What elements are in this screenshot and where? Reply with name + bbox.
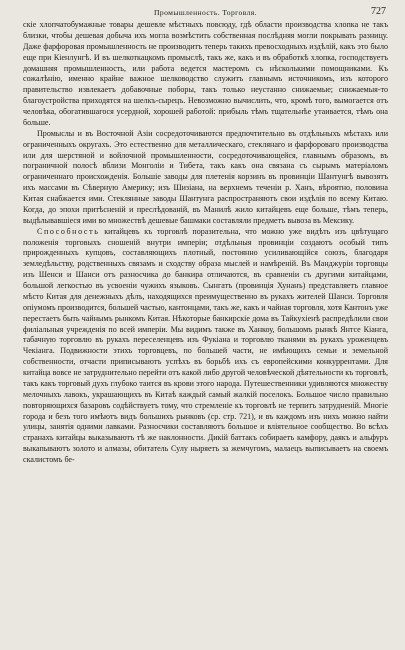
page-number: 727 [371, 6, 386, 17]
paragraph: Промыслы и въ Восточной Азіи сосредоточиваются предпочтительно въ отдѣльныхъ мѣстахъ или ограниченныхъ округахъ. Это естественно для металлическаго, стеклянаго и фарфороваго производства или для шерстяной и войлочной промышленности, сосредоточивающейся, главнымъ образомъ, въ пограничной полосѣ вблизи Монголіи и Тибета, такъ какъ она связана съ сырымъ матеріаломъ ограниченнаго происхожденія. Большіе заводы для плетенія корзинъ въ провинціи Шантунгѣ вывозятъ ихъ массами въ Сѣверную Америку; изъ Шизіана, на верхнемъ теченіи р. Ханъ, вѣроятно, половина Китая снабжается ими. Стеклянные заводы Шантунга распространяютъ свои издѣлія по всему Китаю. Когда, до эпохи притѣсненій и преслѣдованій, въ Манилѣ жило китайцевъ еще больше, тѣмъ теперь, выдѣлывавшіеся ими во множествѣ дешевые башмаки составляли предметъ вывоза въ Мексику. [23, 128, 388, 225]
paragraph-text: китайцевъ къ торговлѣ поразительна, что можно уже видѣть изъ цвѣтущаго положенія торговыхъ сношеній внутри имперіи; отдѣльныя провинціи создаютъ особый типъ прирожденныхъ купцовъ, составляющихъ плотный, постоянно усиливающійся союзъ, благодаря земледѣльству, родственныхъ связамъ и сходству образа мыслей и намѣреній. Въ Манджуріи торговцы изъ Шенси и Шанси отъ разносчика до банкира отличаются, въ сравненіи съ другими китайцами, большой легкостью въ усвоеніи чужихъ языковъ. Сынгатъ (провинція Хунанъ) представляетъ главное мѣсто Китая для денежныхъ дѣлъ, находящихся преимущественно въ рукахъ жителей Шанси. Торговля опіумомъ производится, большей частью, кантонцами, такъ же, какъ и чайная торговля, хотя Кантонъ уже перестаетъ быть чайнымъ рынкомъ Китая. Нѣкоторые банкирскіе дома въ Тайкухіенѣ распредѣлили свои филіальныя учрежденія по всей имперіи. Мы видимъ также въ Ханкоу, большомъ рынкѣ Янтсе Кіанга, табачную торговлю въ рукахъ переселенцевъ изъ Фукіана и торговлю тканями въ рукахъ уроженцевъ Чекіанга. Подвижности этихъ торговцевъ, по большей части, не имѣющихъ семьи и земельной собственности, отчасти приписываютъ успѣхъ въ борьбѣ ихъ съ европейскими конкуррентами. Для китайца вовсе не затруднительно перейти отъ какой либо другой человѣческой дѣятельности къ торговлѣ, такъ какъ торговый духъ глубоко таится въ крови этого народа. Путешественники удивляются множеству мелочныхъ лавокъ, украшающихъ въ Китаѣ каждый самый жалкій поселокъ. Большое число правильно повторяющихся базаровъ содѣйствуетъ тому, что стремленіе къ торговлѣ не терпитъ затрудненій. Многіе города и безъ того имѣютъ видъ большихъ рынковъ (ср. стр. 721), и въ каждомъ изъ нихъ можно найти улицы, занятія одними лавками. Разносчики составляютъ большое и влiятельное сообщество. Во всѣхъ странахъ китайцы выказываютъ тѣ же наклонности. Дикій баттакъ собираетъ камфору, даякъ и альфуръ выкапываютъ золото и алмазы, обитатель Сулу ныряетъ за жемчугомъ, малаецъ выписываетъ на своемъ скалистомъ бе- [23, 226, 388, 464]
body-text [23, 20, 388, 466]
running-head [23, 6, 388, 20]
paragraph [23, 227, 388, 466]
paragraph: скіе хлопчатобумажные товары дешевле мѣстныхъ повсюду, гдѣ области производства хлопка не такъ близки, чтобы дешевая добыча ихъ могла возмѣстить собственная послѣдняя могли покрывать разницу. Даже фарфоровая промышленность не производитъ теперь такихъ превосходныхъ издѣлій, какъ это было еще при Кіенлунгѣ. И въ шелкоткацкомъ промыслѣ, такъ же, какъ и въ обработкѣ хлопка, господствуетъ домашняя промышленность, или работа ведется мастеромъ съ нѣсколькими помощниками. Къ сожалѣнію, именно крайне важное шелководство служитъ главнымъ источникомъ, изъ которого правительство извлекаетъ добавочные поборы, такъ только неустанно снижаемые; снижаемыя-то благоустройства приходятся на шелкъ-сырецъ. Невозможно вычислить, что, кромѣ того, вымогается отъ человѣка, обогатившагося усердной, хорошей работой: прибыль тѣмъ тщательнѣе утаивается, тѣмъ она больше. [23, 20, 388, 127]
running-title: Промышленность. Торговля. [154, 8, 257, 17]
paragraph-lead-word: Способность [37, 226, 100, 236]
